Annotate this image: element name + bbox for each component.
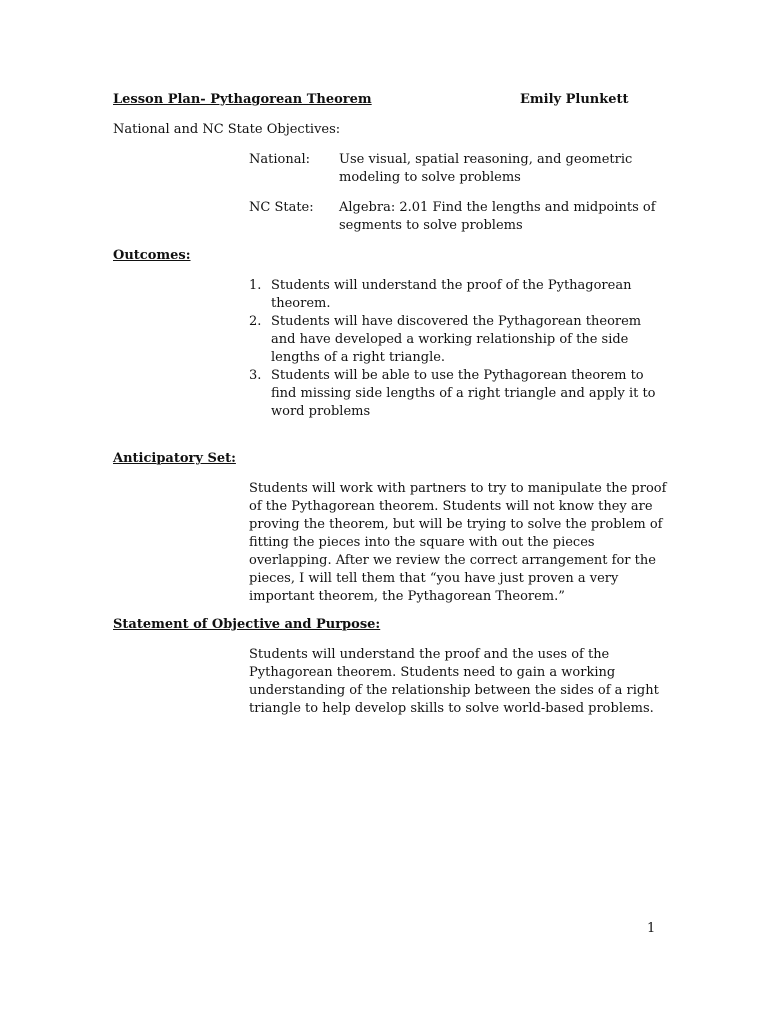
outcome-text: Students will have discovered the Pythagorean theorem and have developed a working relationship of the side lengths of a right triangle. xyxy=(271,314,642,365)
objective-text-national: Use visual, spatial reasoning, and geometric modeling to solve problems xyxy=(339,152,633,185)
outcome-number: 3. xyxy=(249,368,262,383)
statement-text: Students will understand the proof and the uses of the Pythagorean theorem. Students need to gain a working understanding of the relationship between the sides of a right triangle to help develop skills to solve world-based problems. xyxy=(249,647,659,716)
anticipatory-set-heading: Anticipatory Set: xyxy=(113,451,236,466)
list-item xyxy=(249,277,669,313)
objective-label-nc-state: NC State: xyxy=(249,200,314,215)
outcome-number: 2. xyxy=(249,314,262,329)
statement-heading: Statement of Objective and Purpose: xyxy=(113,617,381,632)
anticipatory-set-text: Students will work with partners to try to manipulate the proof of the Pythagorean theorem. Students will not know they are proving the theorem, but will be trying to solve the problem of fitting the pieces into the square with out the pieces overlapping. After we review the correct arrangement for the pieces, I will tell them that “you have just proven a very important theorem, the Pythagorean Theorem.” xyxy=(249,481,667,604)
objective-text-nc-state: Algebra: 2.01 Find the lengths and midpoints of segments to solve problems xyxy=(339,200,656,233)
outcomes-heading: Outcomes: xyxy=(113,248,191,263)
page-number: 1 xyxy=(647,921,656,936)
outcomes-list xyxy=(249,277,669,421)
document-title: Lesson Plan- Pythagorean Theorem xyxy=(113,92,372,107)
outcome-text: Students will be able to use the Pythagorean theorem to find missing side lengths of a right triangle and apply it to word problems xyxy=(271,368,656,419)
outcome-number: 1. xyxy=(249,278,262,293)
outcome-text: Students will understand the proof of the Pythagorean theorem. xyxy=(271,278,632,311)
objectives-heading: National and NC State Objectives: xyxy=(113,122,341,137)
list-item xyxy=(249,313,669,367)
objective-label-national: National: xyxy=(249,152,310,167)
author-name: Emily Plunkett xyxy=(520,92,629,107)
list-item xyxy=(249,367,669,421)
